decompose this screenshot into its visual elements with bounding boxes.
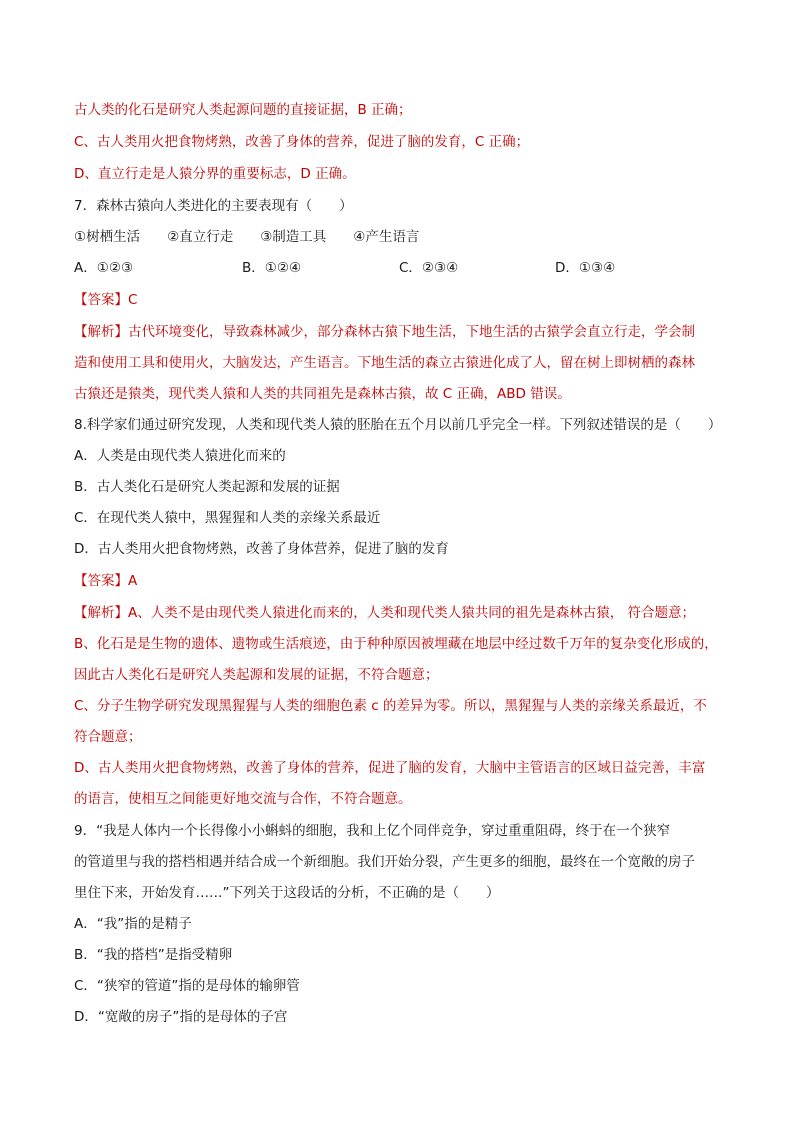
- question-9-option-c: C．“狭窄的管道”指的是母体的输卵管: [74, 978, 300, 994]
- option-b: B．①②④: [242, 260, 302, 276]
- question-8-option-a: A．人类是由现代类人猿进化而来的: [74, 448, 286, 464]
- question-9-stem: 9．“我是人体内一个长得像小小蝌蚪的细胞，我和上亿个同伴竞争，穿过重重阻碍，终于在一个狭窄: [74, 823, 671, 839]
- option-c: C．②③④: [399, 260, 459, 276]
- question-7-stem: 7．森林古猿向人类进化的主要表现有（ ）: [74, 198, 353, 214]
- analysis-text: A、人类不是由现代类人猿进化而来的，人类和现代类人猿共同的祖先是森林古猿， 符合题意；: [128, 605, 696, 621]
- answer-7: [74, 290, 734, 310]
- question-9-option-a: A．“我”指的是精子: [74, 916, 192, 932]
- question-9-option-b: B．“我的搭档”是指受精卵: [74, 947, 233, 963]
- question-8-option-d: D．古人类用火把食物烤熟，改善了身体营养，促进了脑的发育: [74, 541, 449, 557]
- text-line: D、直立行走是人猿分界的重要标志，D 正确。: [74, 166, 356, 182]
- answer-value: A: [128, 573, 138, 589]
- text-line: 的语言，使相互之间能更好地交流与合作，不符合题意。: [74, 791, 412, 807]
- question-7-items: ①树栖生活 ②直立行走 ③制造工具 ④产生语言: [74, 229, 420, 245]
- question-8-stem: 8.科学家们通过研究发现，人类和现代类人猿的胚胎在五个月以前几乎完全一样。下列叙述错误的是（ ）: [74, 417, 722, 433]
- analysis-8-line: [74, 603, 734, 623]
- question-9-stem: 里住下来，开始发育……”下列关于这段话的分析，不正确的是（ ）: [74, 885, 500, 901]
- text-line: 古人类的化石是研究人类起源问题的直接证据，B 正确；: [74, 102, 412, 118]
- text-line: C、古人类用火把食物烤熟，改善了身体的营养，促进了脑的发育，C 正确；: [74, 134, 530, 150]
- text-line: 因此古人类化石是研究人类起源和发展的证据，不符合题意；: [74, 667, 439, 683]
- answer-tag: 【答案】: [74, 573, 128, 589]
- question-8-option-c: C．在现代类人猿中，黑猩猩和人类的亲缘关系最近: [74, 510, 381, 526]
- analysis-tag: 【解析】: [74, 324, 128, 340]
- text-line: D、古人类用火把食物烤熟，改善了身体的营养，促进了脑的发育，大脑中主管语言的区域日益完善，丰富: [74, 760, 706, 776]
- text-line: 古猿还是猿类，现代类人猿和人类的共同祖先是森林古猿，故 C 正确，ABD 错误。: [74, 386, 571, 402]
- answer-8: [74, 571, 734, 591]
- text-line: C、分子生物学研究发现黑猩猩与人类的细胞色素 c 的差异为零。所以，黑猩猩与人类的亲缘关系最近，不: [74, 698, 707, 714]
- option-d: D．①③④: [555, 260, 616, 276]
- analysis-tag: 【解析】: [74, 605, 128, 621]
- option-a: A．①②③: [74, 260, 134, 276]
- answer-tag: 【答案】: [74, 292, 128, 308]
- question-9-stem: 的管道里与我的搭档相遇并结合成一个新细胞。我们开始分裂，产生更多的细胞，最终在一个宽敞的房子: [74, 854, 695, 870]
- text-line: B、化石是是生物的遗体、遗物或生活痕迹，由于种种原因被埋藏在地层中经过数千万年的复杂变化形成的，: [74, 636, 718, 652]
- text-line: 符合题意；: [74, 729, 142, 745]
- analysis-7-line: [74, 322, 734, 342]
- analysis-text: 古代环境变化，导致森林减少，部分森林古猿下地生活，下地生活的古猿学会直立行走，学会制: [128, 324, 695, 340]
- question-8-option-b: B．古人类化石是研究人类起源和发展的证据: [74, 479, 340, 495]
- question-9-option-d: D．“宽敞的房子”指的是母体的子宫: [74, 1009, 288, 1025]
- text-line: 造和使用工具和使用火，大脑发达，产生语言。下地生活的森立古猿进化成了人，留在树上即树栖的森林: [74, 355, 695, 371]
- answer-value: C: [128, 292, 138, 308]
